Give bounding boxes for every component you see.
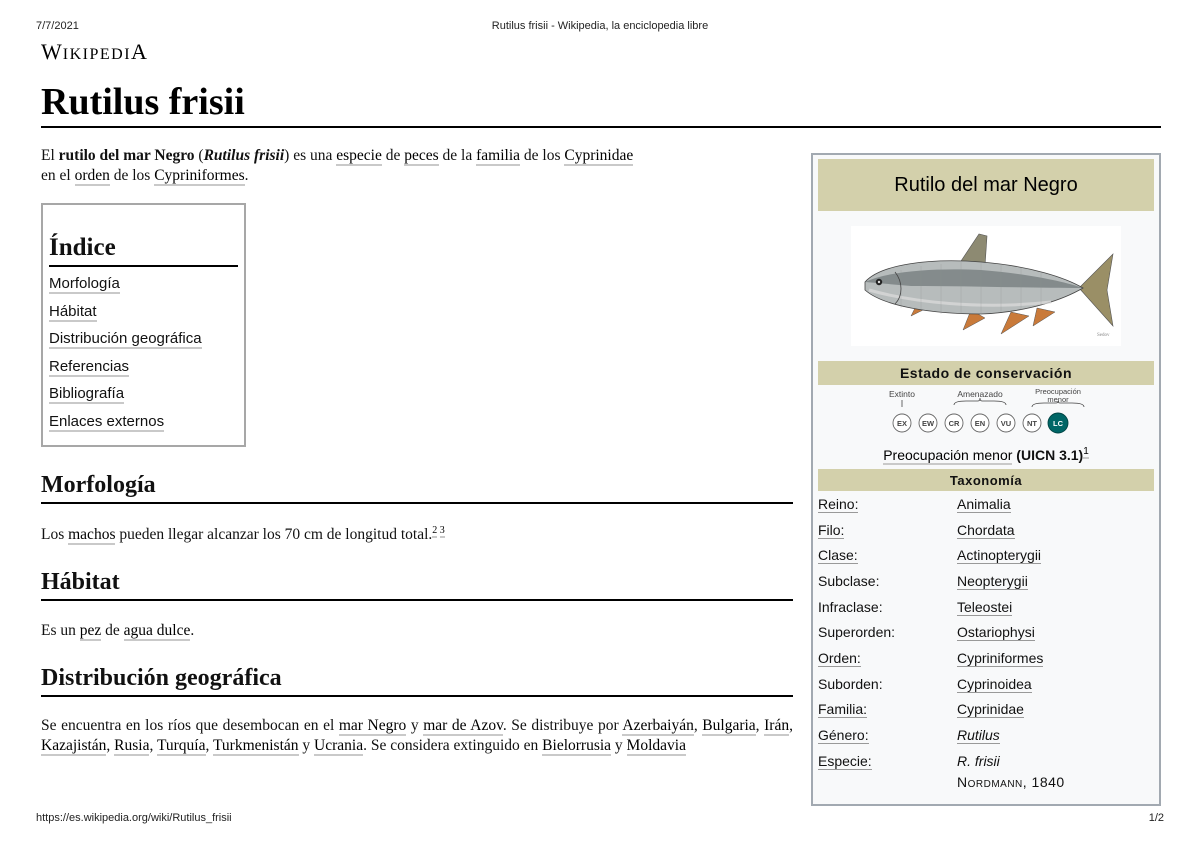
intro-paragraph: El rutilo del mar Negro (Rutilus frisii) es una especie de peces de la familia de los Cyprinidae en el orden de los Cypriniformes. [41,147,634,184]
species-authority: Nordmann, 1840 [957,773,1065,790]
link-ucrania[interactable]: Ucrania [314,737,364,754]
taxonomy-row [818,542,1154,568]
toc-heading: Índice [49,233,238,267]
taxonomy-rank[interactable]: Filo: [818,521,845,538]
taxobox [811,153,1161,806]
conservation-status-scale [818,385,1154,447]
print-header [36,20,1164,34]
taxonomy-value[interactable]: Rutilus [957,727,1000,744]
taxonomy-value[interactable]: Cypriniformes [957,649,1044,666]
taxonomy-table [818,491,1154,774]
taxonomy-row [818,645,1154,671]
toc-list [49,275,238,431]
link-agua-dulce[interactable]: agua dulce [123,622,191,639]
fish-image [851,226,1121,346]
table-of-contents [41,203,246,447]
svg-text:Extinto: Extinto [889,389,915,399]
print-url: https://es.wikipedia.org/wiki/Rutilus_frisii [36,812,232,824]
link-mar-de-azov[interactable]: mar de Azov [423,717,503,734]
habitat-paragraph: Es un pez de agua dulce. [41,622,195,639]
link-machos[interactable]: machos [68,526,116,543]
ref-link[interactable]: 3 [439,524,445,536]
print-date: 7/7/2021 [36,20,79,32]
italic-scientific-name: Rutilus frisii [203,147,285,164]
distribucion-paragraph: Se encuentra en los ríos que desembocan en el mar Negro y mar de Azov. Se distribuye por Azerbaiyán, Bulgaria, Irán, Kazajistán, Rusia, Turquía, Turkmenistán y Ucrania. Se considera extinguido en Bielorrusia y Moldavia [41,717,793,754]
conservation-header: Estado de conservación [818,361,1154,385]
svg-text:EN: EN [974,419,986,428]
link-pez[interactable]: pez [79,622,102,639]
infobox-title: Rutilo del mar Negro [818,159,1154,211]
taxonomy-value[interactable]: Cyprinoidea [957,675,1032,692]
taxonomy-value[interactable]: Chordata [957,521,1015,538]
taxonomy-row [818,697,1154,723]
taxonomy-row [818,748,1154,774]
link-cypriniformes[interactable]: Cypriniformes [154,167,245,184]
logo-letter-w: W [41,39,63,64]
svg-text:Sedov: Sedov [1097,333,1110,338]
taxonomy-value[interactable]: Animalia [957,495,1011,512]
link-moldavia[interactable]: Moldavia [626,737,686,754]
bold-common-name: rutilo del mar Negro [58,147,195,164]
taxonomy-value[interactable]: Ostariophysi [957,624,1035,641]
taxonomy-rank[interactable]: Familia: [818,701,868,718]
logo-smallcaps: IKIPEDI [62,46,132,63]
fish-illustration[interactable] [818,211,1154,361]
toc-item[interactable]: Enlaces externos [49,412,165,430]
link-orden[interactable]: orden [74,167,110,184]
taxonomy-rank: Suborden: [818,675,883,692]
toc-item[interactable]: Morfología [49,275,120,292]
heading-habitat: Hábitat [41,567,793,601]
link-azerbaiyan[interactable]: Azerbaiyán [622,717,694,734]
taxonomy-row [818,568,1154,594]
link-especie[interactable]: especie [336,147,382,164]
taxonomy-rank[interactable]: Especie: [818,752,872,769]
taxonomy-value[interactable]: Cyprinidae [957,701,1024,718]
toc-item[interactable]: Distribución geográfica [49,330,202,347]
taxonomy-header: Taxonomía [818,469,1154,491]
heading-morfologia: Morfología [41,470,793,504]
heading-distribucion: Distribución geográfica [41,663,793,697]
taxonomy-value: R. frisii [957,752,1000,769]
taxonomy-rank: Superorden: [818,624,896,641]
taxonomy-rank: Infraclase: [818,598,883,615]
page-title: Rutilus frisii [41,81,245,123]
svg-text:EW: EW [921,419,935,428]
svg-text:Preocupación: Preocupación [1035,387,1081,396]
conservation-status-line [818,447,1154,469]
link-preocupacion-menor[interactable]: Preocupación menor [883,447,1013,463]
svg-text:menor: menor [1047,395,1069,404]
toc-item[interactable]: Bibliografía [49,385,125,402]
svg-text:NT: NT [1027,419,1037,428]
logo-letter-a: A [131,39,148,64]
link-rusia[interactable]: Rusia [114,737,150,754]
link-turkmenistan[interactable]: Turkmenistán [212,737,299,754]
link-kazajistan[interactable]: Kazajistán [41,737,107,754]
toc-item[interactable]: Referencias [49,357,130,375]
taxonomy-value[interactable]: Neopterygii [957,572,1028,589]
link-mar-negro[interactable]: mar Negro [338,717,407,734]
taxonomy-row [818,671,1154,697]
link-familia[interactable]: familia [476,147,521,164]
taxonomy-value[interactable]: Actinopterygii [957,547,1042,564]
taxonomy-value[interactable]: Teleostei [957,598,1013,615]
link-bielorrusia[interactable]: Bielorrusia [542,737,612,754]
ref-link[interactable]: 2 [432,524,438,536]
link-cyprinidae[interactable]: Cyprinidae [564,147,634,164]
svg-text:CR: CR [948,419,960,428]
print-title: Rutilus frisii - Wikipedia, la enciclopedia libre [491,20,709,32]
iucn-version: (UICN 3.1) [1016,447,1084,463]
taxonomy-row [818,619,1154,645]
svg-text:VU: VU [1000,419,1012,428]
title-divider [41,126,1161,128]
ref-link[interactable]: 1 [1083,446,1089,458]
wikipedia-logo[interactable] [41,39,148,65]
svg-text:LC: LC [1053,419,1063,428]
taxonomy-row [818,491,1154,517]
taxonomy-row [818,722,1154,748]
link-iran[interactable]: Irán [764,717,790,734]
iucn-scale-graphic [818,385,1154,447]
link-peces[interactable]: peces [404,147,439,164]
taxonomy-rank[interactable]: Género: [818,727,869,744]
print-page-number: 1/2 [1148,812,1164,824]
taxonomy-rank[interactable]: Orden: [818,649,861,666]
toc-item[interactable]: Hábitat [49,302,97,320]
taxonomy-row [818,594,1154,620]
svg-text:Amenazado: Amenazado [957,389,1003,399]
svg-text:EX: EX [896,419,908,428]
link-bulgaria[interactable]: Bulgaria [702,717,756,734]
morfologia-paragraph: Los machos pueden llegar alcanzar los 70 cm de longitud total.$^{2 3}$ [41,524,445,543]
taxonomy-rank[interactable]: Reino: [818,495,859,512]
link-turquia[interactable]: Turquía [156,737,206,754]
print-footer [36,812,1164,826]
taxonomy-rank: Subclase: [818,572,880,589]
taxonomy-row [818,517,1154,543]
taxonomy-rank[interactable]: Clase: [818,547,858,564]
